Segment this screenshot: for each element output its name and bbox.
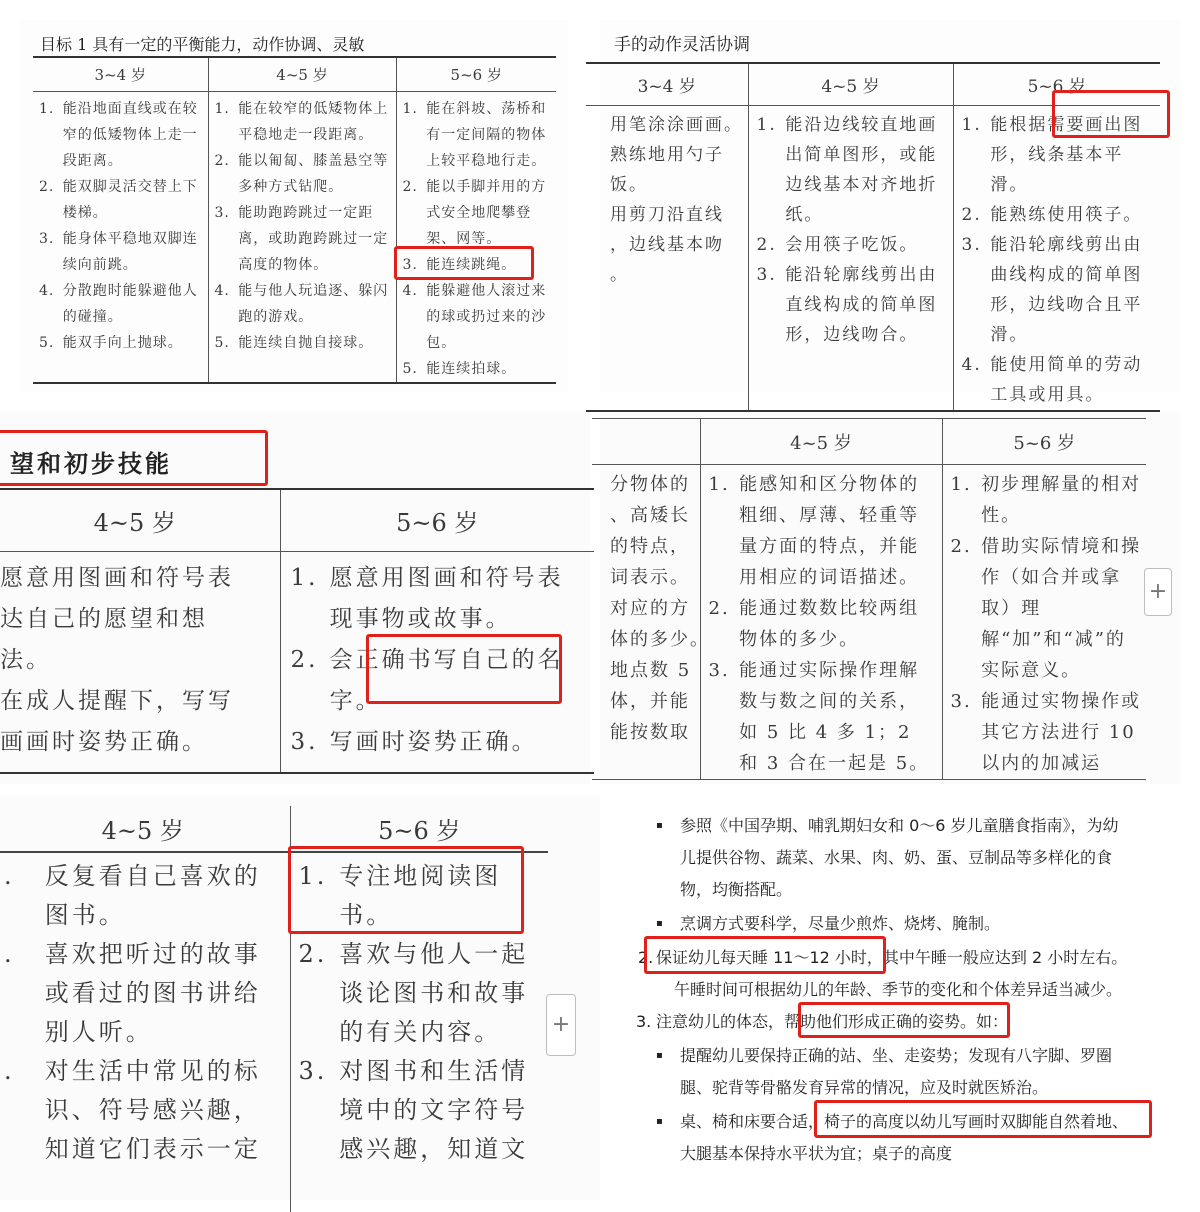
panel-balance-goal [20,20,568,392]
text-line: 体的多少。 [610,629,710,650]
item-number: 2. [961,204,982,225]
text-line: 用笔涂涂画画。 [610,114,743,135]
item-number: 4. [39,282,55,299]
text-line: 在成人提醒下，写写 [0,687,234,714]
item-number: 2. [214,152,230,169]
panel1-header-5-6: 5~6 岁 [396,57,556,91]
item-number: 3. [298,1057,328,1085]
text-line: 分物体的 [610,474,690,495]
item-number: . [4,862,15,890]
bullet-marker: ▪ [656,918,663,929]
panel3-header-5-6: 5~6 岁 [280,489,594,551]
panel-hand-coordination [600,20,1180,405]
list-item [4,935,284,1052]
item-number: 4. [214,282,230,299]
text-line: 对应的方 [610,598,690,619]
list-item [299,857,543,935]
list-item [757,110,949,230]
list-item [291,640,589,722]
text-line: 词表示。 [610,567,690,588]
panel5-header-4-5: 4~5 岁 [0,806,290,852]
item-text: 写画时姿势正确。 [329,728,538,755]
bullet-marker: ▪ [656,1116,663,1127]
panel5-table [0,806,548,1212]
item-number: 1. [214,100,230,117]
item-number: 1. [402,100,418,117]
expand-plus-button[interactable]: + [546,994,576,1056]
panel2-col-4-5 [748,105,953,411]
list-item [757,230,949,260]
item-number: 5. [214,334,230,351]
list-item [709,469,938,593]
list-item [39,226,204,278]
body-text-line: 提醒幼儿要保持正确的站、坐、走姿势；发现有八字脚、罗圈 [680,1046,1113,1065]
item-number: . [4,1057,15,1085]
item-text: 能双手向上抛球。 [62,334,183,351]
text-line: 地点数 5 [610,660,692,681]
body-text-line: 保证幼儿每天睡 11～12 小时，其中午睡一般应达到 2 小时左右。 [656,948,1128,967]
panel1-caption: 目标 1 具有一定的平衡能力，动作协调、灵敏 [40,35,365,54]
body-text-line: 参照《中国孕期、哺乳期妇女和 0～6 岁儿童膳食指南》，为幼 [680,816,1119,835]
text-line: 的特点， [610,536,690,557]
list-item [39,278,204,330]
bullet-marker: ▪ [656,820,663,831]
item-text: 能沿地面直线或在较窄的低矮物体上走一段距离。 [62,100,198,169]
list-item [709,655,938,779]
list-item [403,252,553,278]
item-text: 会正确书写自己的名字。 [329,646,564,714]
list-item [299,1052,543,1169]
item-text: 能在斜坡、荡桥和有一定间隔的物体上较平稳地行走。 [426,100,547,169]
item-text: 能助跑跨跳过一定距离，或助跑跨跳过一定高度的物体。 [238,204,389,273]
item-text: 能沿轮廓线剪出由曲线构成的简单图形，边线吻合且平滑。 [990,234,1143,345]
panel3-col-5-6 [280,551,594,773]
list-item [962,110,1157,200]
item-text: 能熟练使用筷子。 [990,204,1143,225]
panel1-col-5-6 [396,91,556,383]
panel4-header-blank [592,419,700,465]
panel4-header-5-6: 5~6 岁 [942,419,1146,465]
panel2-header-5-6: 5~6 岁 [953,63,1160,105]
item-number: 2. [39,178,55,195]
item-number: 2. [950,536,972,557]
item-text: 愿意用图画和符号表现事物或故事。 [329,564,564,632]
item-number: 2. [402,178,418,195]
item-number: 2. [290,646,319,673]
list-item [39,174,204,226]
body-text-line: 儿提供谷物、蔬菜、水果、肉、奶、蛋、豆制品等多样化的食 [680,848,1113,867]
text-line: 用剪刀沿直线 [610,204,724,225]
bullet-marker: 3. [636,1012,652,1031]
item-number: 5. [39,334,55,351]
list-item [299,935,543,1052]
item-number: 4. [402,282,418,299]
panel2-header-3-4: 3~4 岁 [586,63,748,105]
item-number: 3. [950,691,972,712]
item-text: 能连续自抛自接球。 [238,334,374,351]
text-line: 法。 [0,646,52,673]
list-item [951,686,1143,779]
item-text: 能与他人玩追逐、躲闪跑的游戏。 [238,282,389,325]
item-text: 借助实际情境和操作（如合并或拿取）理解“加”和“减”的实际意义。 [981,536,1142,681]
panel1-header-4-5: 4~5 岁 [208,57,396,91]
panel3-caption: 望和初步技能 [10,449,172,478]
panel1-col-3-4 [33,91,208,383]
item-number: 1. [756,114,777,135]
panel1-col-4-5 [208,91,396,383]
panel4-col-4-5 [700,465,942,780]
text-line: 达自己的愿望和想 [0,605,208,632]
item-text: 喜欢与他人一起谈论图书和故事的有关内容。 [339,940,529,1046]
list-item [39,330,204,356]
item-number: 3. [708,660,730,681]
text-line: 体，并能 [610,691,690,712]
body-text-line: 午睡时间可根据幼儿的年龄、季节的变化和个体差异适当减少。 [674,980,1123,999]
body-text-line: 桌、椅和床要合适，椅子的高度以幼儿写画时双脚能自然着地、 [680,1112,1129,1131]
text-line: 能按数取 [610,722,690,743]
list-item [4,857,284,935]
panel1-header-3-4: 3~4 岁 [33,57,208,91]
body-text-line: 注意幼儿的体态，帮助他们形成正确的姿势。如： [656,1012,1009,1031]
panel2-table [586,62,1160,412]
list-item [962,230,1157,350]
item-text: 能感知和区分物体的粗细、厚薄、轻重等量方面的特点，并能用相应的词语描述。 [739,474,920,588]
panel4-col-left [592,465,710,780]
body-text-line: 烹调方式要科学，尽量少煎炸、烧烤、腌制。 [680,914,1001,933]
item-text: 反复看自己喜欢的图书。 [44,862,261,929]
panel-math-cognition [600,412,1180,784]
text-line: ，边线基本吻 [610,234,724,255]
item-text: 能在较窄的低矮物体上平稳地走一段距离。 [238,100,389,143]
list-item [39,96,204,174]
item-text: 能连续跳绳。 [426,256,517,273]
item-number: 3. [290,728,319,755]
panel5-col-4-5 [0,852,290,1212]
item-text: 分散跑时能躲避他人的碰撞。 [62,282,198,325]
panel4-header-4-5: 4~5 岁 [700,419,942,465]
panel-writing-skills [0,412,590,784]
list-item [291,558,589,640]
item-number: 1. [708,474,730,495]
body-text-line: 大腿基本保持水平状为宜；桌子的高度 [680,1144,953,1163]
item-text: 对图书和生活情境中的文字符号感兴趣，知道文 [339,1057,529,1163]
item-text: 能沿边线较直地画出简单图形，或能边线基本对齐地折纸。 [785,114,938,225]
panel4-table [592,418,1146,780]
item-text: 能通过实际操作理解数与数之间的关系，如 5 比 4 多 1；2 和 3 合在一起是 5。 [739,660,930,774]
text-line: 。 [610,264,629,285]
list-item [4,1052,284,1169]
item-number: 2. [298,940,328,968]
panel2-caption: 手的动作灵活协调 [614,35,750,55]
item-text: 对生活中常见的标识、符号感兴趣，知道它们表示一定 [44,1057,261,1163]
body-text-line: 物，均衡搭配。 [680,880,793,899]
item-number: 1. [961,114,982,135]
bullet-marker: 2. [638,948,654,967]
item-text: 能双脚灵活交替上下楼梯。 [62,178,198,221]
item-number: 1. [290,564,319,591]
text-line: 、高矮长 [610,505,690,526]
panel2-header-4-5: 4~5 岁 [748,63,953,105]
item-text: 专注地阅读图书。 [339,862,502,929]
item-number: 3. [402,256,418,273]
list-item [215,148,392,200]
panel4-col-5-6 [942,465,1146,780]
list-item [215,278,392,330]
body-text-line: 腿、驼背等骨骼发育异常的情况，应及时就医矫治。 [680,1078,1049,1097]
panel2-col-5-6 [953,105,1160,411]
item-number: 2. [756,234,777,255]
panel2-col-3-4 [586,105,748,411]
item-text: 能躲避他人滚过来的球或扔过来的沙包。 [426,282,547,351]
panel3-table [0,488,594,774]
item-text: 能身体平稳地双脚连续向前跳。 [62,230,198,273]
item-text: 会用筷子吃饭。 [785,234,919,255]
panel-reading [0,796,600,1200]
item-number: 3. [39,230,55,247]
text-line: 愿意用图画和符号表 [0,564,234,591]
list-item [951,531,1143,686]
item-number: 5. [402,360,418,377]
panel5-col-5-6 [290,852,548,1212]
item-number: 2. [708,598,730,619]
list-item [709,593,938,655]
item-text: 能根据需要画出图形，线条基本平滑。 [990,114,1143,195]
item-text: 能以匍匐、膝盖悬空等多种方式钻爬。 [238,152,389,195]
list-item [215,96,392,148]
panel-health-guidance [606,796,1200,1200]
item-number: . [4,940,15,968]
panel1-table [33,56,556,384]
panel5-header-5-6: 5~6 岁 [290,806,548,852]
item-number: 3. [961,234,982,255]
list-item [215,200,392,278]
list-item [215,330,392,356]
list-item [951,469,1143,531]
list-item [757,260,949,350]
item-text: 能沿轮廓线剪出由直线构成的简单图形，边线吻合。 [785,264,938,345]
item-number: 1. [39,100,55,117]
item-text: 能使用简单的劳动工具或用具。 [990,354,1143,405]
item-number: 3. [214,204,230,221]
item-number: 1. [950,474,972,495]
panel3-header-4-5: 4~5 岁 [0,489,280,551]
text-line: 画画时姿势正确。 [0,728,208,755]
item-number: 1. [298,862,328,890]
item-text: 喜欢把听过的故事或看过的图书讲给别人听。 [44,940,261,1046]
list-item [403,174,553,252]
text-line: 熟练地用勺子 [610,144,724,165]
item-text: 能通过数数比较两组物体的多少。 [739,598,920,650]
item-text: 能连续拍球。 [426,360,517,377]
item-number: 3. [756,264,777,285]
item-text: 初步理解量的相对性。 [981,474,1142,526]
list-item [403,356,553,382]
item-text: 能以手脚并用的方式安全地爬攀登架、网等。 [426,178,547,247]
list-item [962,350,1157,410]
list-item [962,200,1157,230]
item-text: 能通过实物操作或其它方法进行 10 以内的加减运 [981,691,1142,774]
panel3-col-4-5 [0,551,280,773]
list-item [403,96,553,174]
item-number: 4. [961,354,982,375]
list-item [291,722,589,763]
list-item [403,278,553,356]
expand-plus-button[interactable]: + [1144,568,1172,616]
bullet-marker: ▪ [656,1050,663,1061]
text-line: 饭。 [610,174,648,195]
